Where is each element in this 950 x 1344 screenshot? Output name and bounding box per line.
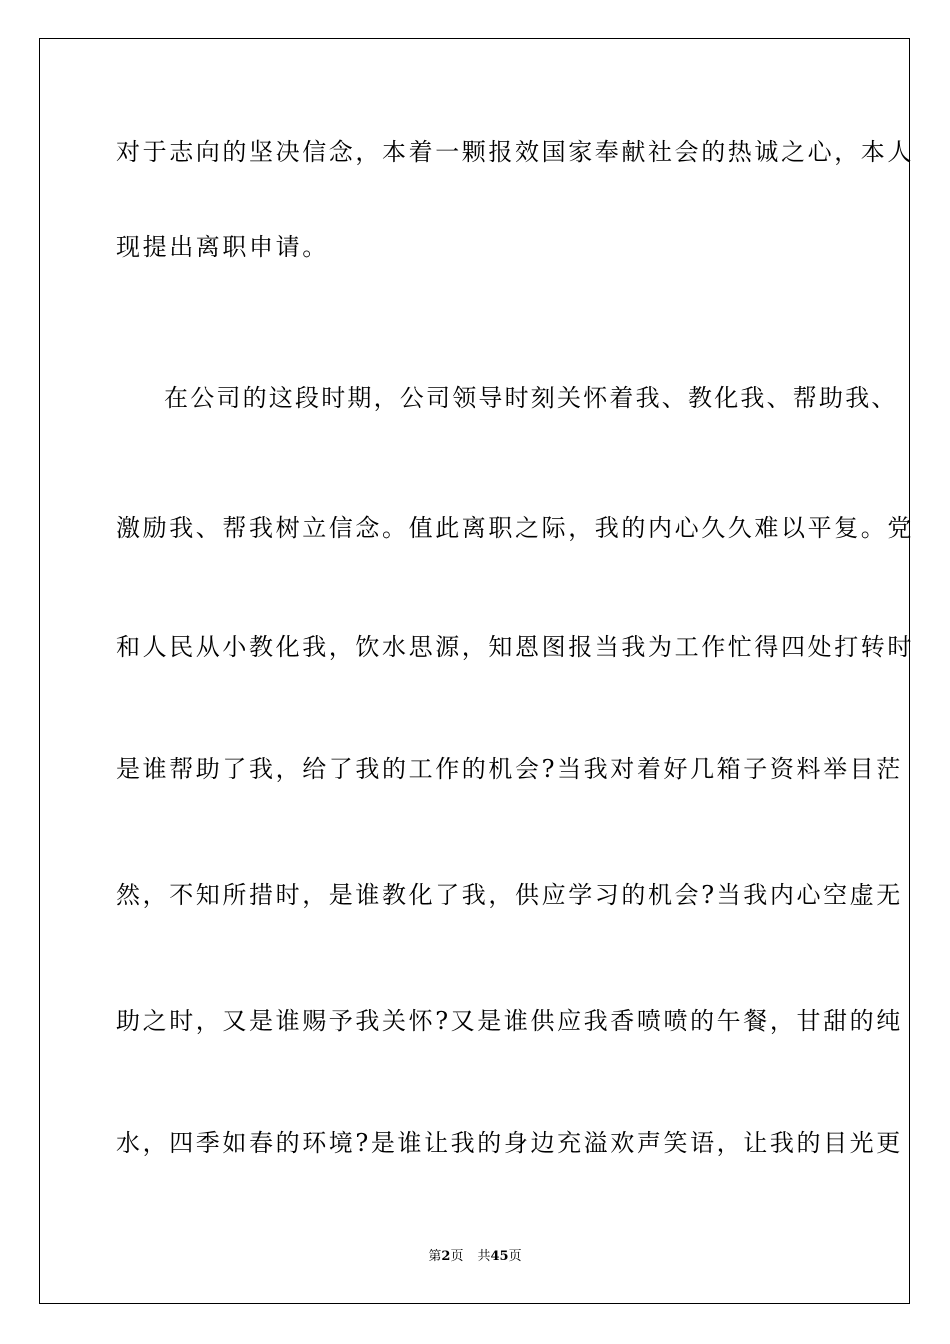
body-text-line-1: 对于志向的坚决信念，本着一颗报效国家奉献社会的热诚之心，本人 (116, 138, 914, 166)
body-text-line-9: 水，四季如春的环境?是谁让我的身边充溢欢声笑语，让我的目光更 (116, 1129, 903, 1157)
body-text-line-6: 是谁帮助了我，给了我的工作的机会?当我对着好几箱子资料举目茫 (116, 755, 903, 783)
page-border (39, 38, 914, 1304)
body-text-line-8: 助之时，又是谁赐予我关怀?又是谁供应我香喷喷的午餐，甘甜的纯 (116, 1007, 903, 1035)
body-text-line-2: 现提出离职申请。 (116, 233, 329, 261)
body-text-line-3: 在公司的这段时期，公司领导时刻关怀着我、教化我、帮助我、 (164, 384, 898, 412)
footer-total-suffix: 页 (508, 1249, 522, 1264)
footer-total-pages: 45 (490, 1249, 509, 1264)
body-text-line-5: 和人民从小教化我，饮水思源，知恩图报当我为工作忙得四处打转时 (116, 633, 914, 661)
footer-total-prefix: 共 (477, 1249, 491, 1264)
body-text-line-7: 然，不知所措时，是谁教化了我，供应学习的机会?当我内心空虚无 (116, 881, 903, 909)
footer-page-number: 2 (441, 1249, 451, 1264)
body-text-line-4: 激励我、帮我树立信念。值此离职之际，我的内心久久难以平复。党 (116, 514, 914, 542)
footer-page-prefix: 第 (428, 1249, 442, 1264)
page-footer (0, 1248, 950, 1266)
footer-page-suffix: 页 (450, 1249, 464, 1264)
